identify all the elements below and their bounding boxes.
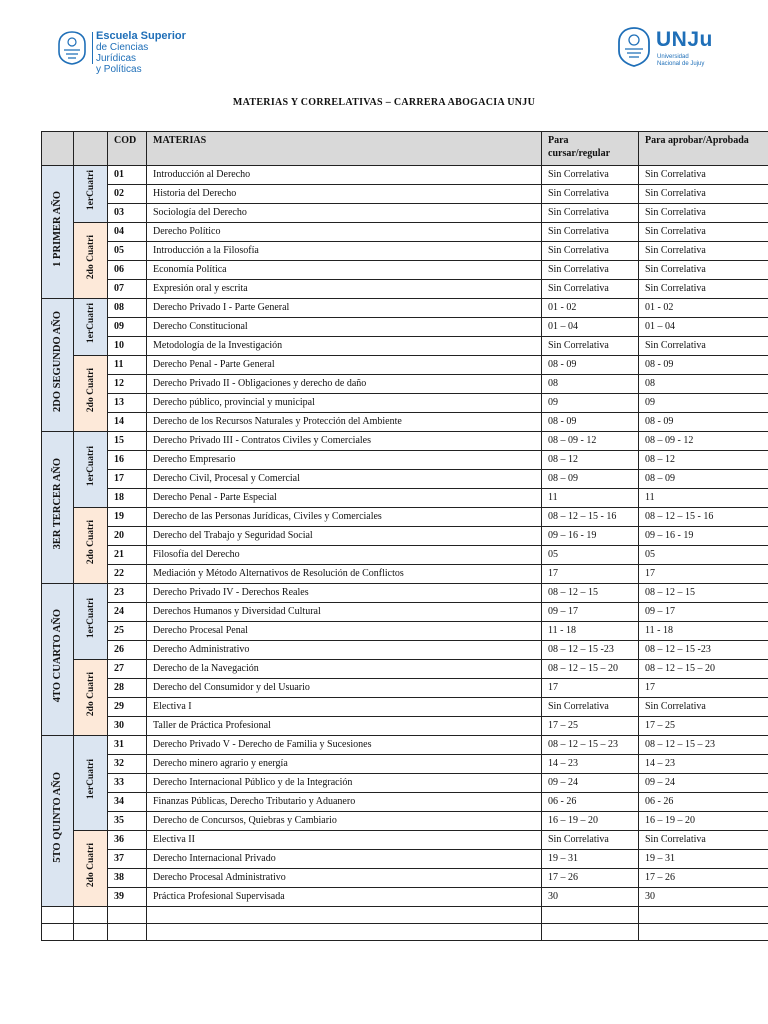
unju-name: UNJu (656, 28, 713, 51)
cursar-cell: Sin Correlativa (542, 166, 639, 185)
cod-cell: 13 (108, 394, 147, 413)
cod-cell: 35 (108, 812, 147, 831)
cod-cell: 16 (108, 451, 147, 470)
table-row (42, 242, 768, 261)
materia-cell: Introducción a la Filosofía (147, 242, 542, 261)
empty-cell (542, 907, 639, 924)
year-label: 3ER TERCER AÑO (51, 458, 63, 550)
cursar-cell: 09 – 24 (542, 774, 639, 793)
cod-cell: 26 (108, 641, 147, 660)
aprobar-cell: 17 – 26 (639, 869, 768, 888)
materia-cell: Derecho de la Navegación (147, 660, 542, 679)
cursar-cell: Sin Correlativa (542, 698, 639, 717)
table-row (42, 888, 768, 907)
semester-1-cell (74, 166, 108, 223)
table-row (42, 223, 768, 242)
aprobar-cell: 11 (639, 489, 768, 508)
cursar-cell: 30 (542, 888, 639, 907)
aprobar-cell: 06 - 26 (639, 793, 768, 812)
semester-1-label: 1erCuatri (85, 170, 96, 211)
header-semester-cell (74, 132, 108, 166)
header-cod: COD (108, 132, 147, 166)
aprobar-cell: 08 (639, 375, 768, 394)
table-row (42, 831, 768, 850)
aprobar-cell: 08 – 09 - 12 (639, 432, 768, 451)
cod-cell: 31 (108, 736, 147, 755)
semester-1-cell (74, 584, 108, 660)
cursar-cell: Sin Correlativa (542, 261, 639, 280)
cursar-cell: 08 – 12 – 15 – 23 (542, 736, 639, 755)
table-row (42, 394, 768, 413)
escuela-line-1: Escuela Superior (96, 30, 186, 42)
unju-subtitle-line-2: Nacional de Jujuy (657, 60, 705, 67)
cod-cell: 34 (108, 793, 147, 812)
empty-row (42, 924, 768, 941)
aprobar-cell: Sin Correlativa (639, 831, 768, 850)
cursar-cell: 17 – 26 (542, 869, 639, 888)
empty-row (42, 907, 768, 924)
cod-cell: 07 (108, 280, 147, 299)
cursar-cell: 17 (542, 565, 639, 584)
materia-cell: Derecho público, provincial y municipal (147, 394, 542, 413)
cod-cell: 10 (108, 337, 147, 356)
materia-cell: Derecho del Trabajo y Seguridad Social (147, 527, 542, 546)
table-row (42, 660, 768, 679)
logo-divider (92, 32, 93, 64)
semester-2-label: 2do Cuatri (85, 367, 96, 413)
table-row (42, 774, 768, 793)
table-row (42, 850, 768, 869)
materia-cell: Derecho Privado II - Obligaciones y derecho de daño (147, 375, 542, 394)
aprobar-cell: 08 – 12 – 15 - 16 (639, 508, 768, 527)
table-row (42, 793, 768, 812)
materia-cell: Derecho Empresario (147, 451, 542, 470)
semester-1-cell (74, 432, 108, 508)
unju-subtitle (657, 54, 704, 67)
table-row (42, 375, 768, 394)
cod-cell: 03 (108, 204, 147, 223)
aprobar-cell: Sin Correlativa (639, 204, 768, 223)
empty-cell (42, 924, 74, 941)
aprobar-cell: Sin Correlativa (639, 223, 768, 242)
table-row (42, 755, 768, 774)
aprobar-cell: 08 – 12 (639, 451, 768, 470)
escuela-line-2: de Ciencias Jurídicas (96, 42, 149, 64)
header-para-aprobar: Para aprobar/Aprobada (639, 132, 768, 166)
table-row (42, 603, 768, 622)
cod-cell: 36 (108, 831, 147, 850)
semester-2-cell (74, 223, 108, 299)
cod-cell: 08 (108, 299, 147, 318)
materia-cell: Filosofía del Derecho (147, 546, 542, 565)
cod-cell: 20 (108, 527, 147, 546)
table-row (42, 261, 768, 280)
materia-cell: Metodología de la Investigación (147, 337, 542, 356)
cod-cell: 19 (108, 508, 147, 527)
cod-cell: 37 (108, 850, 147, 869)
semester-1-label: 1erCuatri (85, 303, 96, 344)
materia-cell: Derechos Humanos y Diversidad Cultural (147, 603, 542, 622)
table-row (42, 451, 768, 470)
unju-subtitle-line-1: Universidad (657, 54, 689, 60)
table-row (42, 432, 768, 451)
correlativas-table (41, 131, 768, 941)
materia-cell: Derecho Penal - Parte Especial (147, 489, 542, 508)
table-row (42, 299, 768, 318)
cursar-cell: 01 – 04 (542, 318, 639, 337)
table-row (42, 489, 768, 508)
semester-2-cell (74, 660, 108, 736)
cursar-cell: Sin Correlativa (542, 337, 639, 356)
table-row (42, 679, 768, 698)
materia-cell: Electiva I (147, 698, 542, 717)
materia-cell: Finanzas Públicas, Derecho Tributario y Aduanero (147, 793, 542, 812)
cod-cell: 30 (108, 717, 147, 736)
aprobar-cell: 09 (639, 394, 768, 413)
cursar-cell: Sin Correlativa (542, 280, 639, 299)
semester-1-cell (74, 299, 108, 356)
materia-cell: Derecho Procesal Administrativo (147, 869, 542, 888)
header-year-cell (42, 132, 74, 166)
cod-cell: 18 (108, 489, 147, 508)
year-label-cell (42, 432, 74, 584)
cursar-cell: 06 - 26 (542, 793, 639, 812)
aprobar-cell: 11 - 18 (639, 622, 768, 641)
table-row (42, 280, 768, 299)
year-label: 4TO CUARTO AÑO (51, 609, 63, 703)
university-seal-icon (616, 26, 652, 68)
materia-cell: Derecho Privado I - Parte General (147, 299, 542, 318)
header-materias: MATERIAS (147, 132, 542, 166)
cursar-cell: 08 – 12 – 15 -23 (542, 641, 639, 660)
cod-cell: 11 (108, 356, 147, 375)
empty-cell (639, 907, 768, 924)
semester-2-cell (74, 508, 108, 584)
cursar-cell: 14 – 23 (542, 755, 639, 774)
materia-cell: Economía Política (147, 261, 542, 280)
year-label: 2DO SEGUNDO AÑO (51, 311, 63, 412)
cursar-cell: 19 – 31 (542, 850, 639, 869)
cursar-cell: Sin Correlativa (542, 223, 639, 242)
cod-cell: 12 (108, 375, 147, 394)
cod-cell: 24 (108, 603, 147, 622)
cod-cell: 02 (108, 185, 147, 204)
materia-cell: Sociología del Derecho (147, 204, 542, 223)
cod-cell: 29 (108, 698, 147, 717)
aprobar-cell: 08 – 12 – 15 -23 (639, 641, 768, 660)
escuela-line-3: y Políticas (96, 64, 142, 75)
cod-cell: 32 (108, 755, 147, 774)
year-label: 1 PRIMER AÑO (51, 190, 63, 267)
cod-cell: 06 (108, 261, 147, 280)
cursar-cell: 08 - 09 (542, 356, 639, 375)
empty-cell (42, 907, 74, 924)
aprobar-cell: 05 (639, 546, 768, 565)
cod-cell: 39 (108, 888, 147, 907)
header-para-cursar: Para cursar/regular (542, 132, 639, 166)
materia-cell: Derecho Privado IV - Derechos Reales (147, 584, 542, 603)
aprobar-cell: 09 – 16 - 19 (639, 527, 768, 546)
cursar-cell: 17 – 25 (542, 717, 639, 736)
aprobar-cell: Sin Correlativa (639, 261, 768, 280)
materia-cell: Derecho minero agrario y energía (147, 755, 542, 774)
aprobar-cell: 08 – 12 – 15 (639, 584, 768, 603)
aprobar-cell: 08 - 09 (639, 413, 768, 432)
table-row (42, 622, 768, 641)
table-row (42, 470, 768, 489)
cursar-cell: Sin Correlativa (542, 831, 639, 850)
semester-1-cell (74, 736, 108, 831)
empty-cell (74, 907, 108, 924)
cursar-cell: 08 – 12 – 15 - 16 (542, 508, 639, 527)
materia-cell: Derecho de las Personas Jurídicas, Civiles y Comerciales (147, 508, 542, 527)
table-row (42, 508, 768, 527)
escuela-logo-text (96, 31, 186, 75)
materia-cell: Derecho Constitucional (147, 318, 542, 337)
table-row (42, 717, 768, 736)
table-row (42, 185, 768, 204)
table-row (42, 584, 768, 603)
materia-cell: Derecho Internacional Público y de la Integración (147, 774, 542, 793)
aprobar-cell: 30 (639, 888, 768, 907)
cod-cell: 21 (108, 546, 147, 565)
semester-2-cell (74, 831, 108, 907)
seal-icon (56, 30, 88, 66)
materia-cell: Derecho de Concursos, Quiebras y Cambiario (147, 812, 542, 831)
table-row (42, 869, 768, 888)
cursar-cell: 08 - 09 (542, 413, 639, 432)
materia-cell: Derecho Privado V - Derecho de Familia y Sucesiones (147, 736, 542, 755)
escuela-logo (56, 28, 186, 75)
year-label-cell (42, 736, 74, 907)
table-row (42, 166, 768, 185)
empty-cell (74, 924, 108, 941)
aprobar-cell: 08 – 09 (639, 470, 768, 489)
materia-cell: Derecho de los Recursos Naturales y Protección del Ambiente (147, 413, 542, 432)
cursar-cell: 09 – 16 - 19 (542, 527, 639, 546)
cod-cell: 09 (108, 318, 147, 337)
table-row (42, 337, 768, 356)
semester-2-cell (74, 356, 108, 432)
cursar-cell: Sin Correlativa (542, 185, 639, 204)
cod-cell: 23 (108, 584, 147, 603)
cursar-cell: Sin Correlativa (542, 242, 639, 261)
table-header-row (42, 132, 768, 166)
aprobar-cell: Sin Correlativa (639, 242, 768, 261)
aprobar-cell: 09 – 24 (639, 774, 768, 793)
year-label: 5TO QUINTO AÑO (51, 772, 63, 863)
materia-cell: Introducción al Derecho (147, 166, 542, 185)
cursar-cell: 08 – 09 - 12 (542, 432, 639, 451)
cursar-cell: 08 – 12 – 15 – 20 (542, 660, 639, 679)
materia-cell: Mediación y Método Alternativos de Resolución de Conflictos (147, 565, 542, 584)
cursar-cell: 08 – 12 – 15 (542, 584, 639, 603)
cursar-cell: 17 (542, 679, 639, 698)
cursar-cell: 08 (542, 375, 639, 394)
materia-cell: Derecho del Consumidor y del Usuario (147, 679, 542, 698)
cursar-cell: 11 (542, 489, 639, 508)
aprobar-cell: 17 (639, 679, 768, 698)
semester-1-label: 1erCuatri (85, 445, 96, 487)
cursar-cell: 08 – 12 (542, 451, 639, 470)
aprobar-cell: 08 – 12 – 15 – 20 (639, 660, 768, 679)
empty-cell (147, 924, 542, 941)
table-row (42, 413, 768, 432)
materia-cell: Derecho Político (147, 223, 542, 242)
materia-cell: Derecho Internacional Privado (147, 850, 542, 869)
empty-cell (542, 924, 639, 941)
aprobar-cell: 09 – 17 (639, 603, 768, 622)
cursar-cell: 09 – 17 (542, 603, 639, 622)
aprobar-cell: Sin Correlativa (639, 166, 768, 185)
materia-cell: Taller de Práctica Profesional (147, 717, 542, 736)
cod-cell: 28 (108, 679, 147, 698)
materia-cell: Derecho Penal - Parte General (147, 356, 542, 375)
semester-2-label: 2do Cuatri (85, 234, 96, 280)
table-row (42, 318, 768, 337)
materia-cell: Expresión oral y escrita (147, 280, 542, 299)
aprobar-cell: 16 – 19 – 20 (639, 812, 768, 831)
cod-cell: 14 (108, 413, 147, 432)
table-row (42, 527, 768, 546)
semester-1-label: 1erCuatri (85, 597, 96, 639)
table-row (42, 641, 768, 660)
aprobar-cell: Sin Correlativa (639, 698, 768, 717)
semester-2-label: 2do Cuatri (85, 842, 96, 888)
year-label-cell (42, 584, 74, 736)
document-title: MATERIAS Y CORRELATIVAS – CARRERA ABOGACIA UNJU (232, 97, 536, 108)
empty-cell (147, 907, 542, 924)
semester-1-label: 1erCuatri (85, 759, 96, 800)
aprobar-cell: 17 (639, 565, 768, 584)
table-row (42, 736, 768, 755)
cursar-cell: 16 – 19 – 20 (542, 812, 639, 831)
aprobar-cell: Sin Correlativa (639, 280, 768, 299)
aprobar-cell: 14 – 23 (639, 755, 768, 774)
unju-logo (616, 26, 726, 72)
table-row (42, 546, 768, 565)
empty-cell (639, 924, 768, 941)
cod-cell: 38 (108, 869, 147, 888)
cod-cell: 05 (108, 242, 147, 261)
cursar-cell: Sin Correlativa (542, 204, 639, 223)
cursar-cell: 01 - 02 (542, 299, 639, 318)
year-label-cell (42, 166, 74, 299)
year-label-cell (42, 299, 74, 432)
aprobar-cell: Sin Correlativa (639, 185, 768, 204)
table-row (42, 204, 768, 223)
cursar-cell: 09 (542, 394, 639, 413)
aprobar-cell: Sin Correlativa (639, 337, 768, 356)
materia-cell: Derecho Privado III - Contratos Civiles y Comerciales (147, 432, 542, 451)
materia-cell: Práctica Profesional Supervisada (147, 888, 542, 907)
aprobar-cell: 01 – 04 (639, 318, 768, 337)
aprobar-cell: 08 – 12 – 15 – 23 (639, 736, 768, 755)
aprobar-cell: 19 – 31 (639, 850, 768, 869)
cursar-cell: 11 - 18 (542, 622, 639, 641)
semester-2-label: 2do Cuatri (85, 519, 96, 565)
cod-cell: 15 (108, 432, 147, 451)
materia-cell: Derecho Civil, Procesal y Comercial (147, 470, 542, 489)
materia-cell: Derecho Procesal Penal (147, 622, 542, 641)
aprobar-cell: 17 – 25 (639, 717, 768, 736)
table-row (42, 812, 768, 831)
table-row (42, 698, 768, 717)
table-row (42, 356, 768, 375)
cod-cell: 22 (108, 565, 147, 584)
empty-cell (108, 907, 147, 924)
cod-cell: 27 (108, 660, 147, 679)
materia-cell: Historia del Derecho (147, 185, 542, 204)
empty-cell (108, 924, 147, 941)
aprobar-cell: 01 - 02 (639, 299, 768, 318)
cod-cell: 04 (108, 223, 147, 242)
semester-2-label: 2do Cuatri (85, 671, 96, 717)
cod-cell: 33 (108, 774, 147, 793)
materia-cell: Derecho Administrativo (147, 641, 542, 660)
cursar-cell: 05 (542, 546, 639, 565)
cod-cell: 17 (108, 470, 147, 489)
table-row (42, 565, 768, 584)
aprobar-cell: 08 - 09 (639, 356, 768, 375)
cod-cell: 01 (108, 166, 147, 185)
materia-cell: Electiva II (147, 831, 542, 850)
cod-cell: 25 (108, 622, 147, 641)
cursar-cell: 08 – 09 (542, 470, 639, 489)
